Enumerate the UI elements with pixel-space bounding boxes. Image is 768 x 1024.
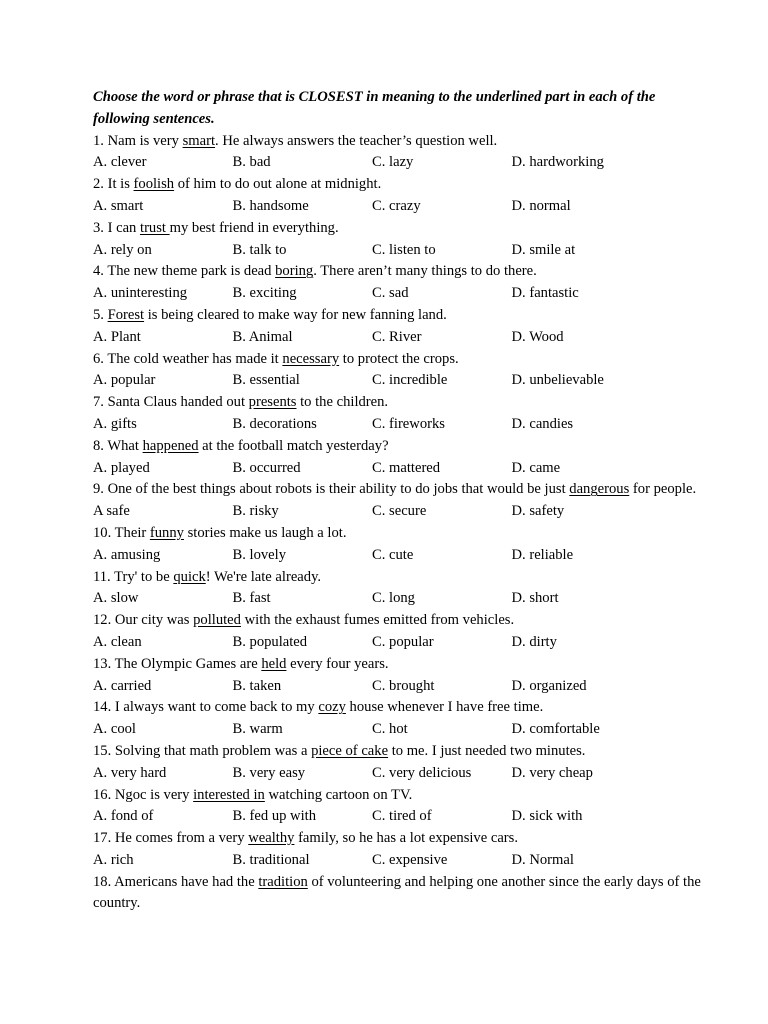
answer-option: C. brought xyxy=(372,677,435,694)
answer-option: B. talk to xyxy=(232,241,287,258)
answer-options xyxy=(93,196,713,218)
stem-text: watching cartoon on TV. xyxy=(264,786,413,803)
question-stem xyxy=(93,479,713,501)
answer-option: B. lovely xyxy=(232,546,287,563)
answer-option: D. Wood xyxy=(511,328,564,345)
answer-option: C. tired of xyxy=(372,808,432,825)
answer-option: B. handsome xyxy=(232,197,309,214)
answer-option: D. short xyxy=(511,590,559,607)
underlined-word: smart xyxy=(182,132,216,149)
answer-option: B. very easy xyxy=(232,764,306,781)
stem-text: with the exhaust fumes emitted from vehicles. xyxy=(240,612,515,629)
answer-option: A. clever xyxy=(93,154,147,171)
question-stem xyxy=(93,174,713,196)
question-stem xyxy=(93,305,713,327)
stem-text: to protect the crops. xyxy=(339,350,459,367)
answer-option: D. sick with xyxy=(511,808,583,825)
stem-text: 15. Solving that math problem was a xyxy=(93,742,312,759)
stem-text: ! We're late already. xyxy=(205,568,322,585)
stem-text: house whenever I have free time. xyxy=(345,699,544,716)
stem-text: at the football match yesterday? xyxy=(198,437,389,454)
answer-option: B. taken xyxy=(232,677,282,694)
answer-options xyxy=(93,283,713,305)
underlined-word: foolish xyxy=(133,176,175,193)
answer-option: C. hot xyxy=(372,721,408,738)
answer-option: A. played xyxy=(93,459,150,476)
stem-text: 4. The new theme park is dead xyxy=(93,263,276,280)
answer-options xyxy=(93,632,713,654)
answer-option: B. exciting xyxy=(232,285,297,302)
answer-option: D. normal xyxy=(511,197,571,214)
stem-text: 10. Their xyxy=(93,524,150,541)
stem-text: 9. One of the best things about robots is their ability to do jobs that would be just xyxy=(93,481,570,498)
question-stem xyxy=(93,392,713,414)
stem-text: 8. What xyxy=(93,437,143,454)
stem-text: of him to do out alone at midnight. xyxy=(174,176,382,193)
question-stem xyxy=(93,349,713,371)
answer-option: C. long xyxy=(372,590,415,607)
answer-option: A safe xyxy=(93,503,130,520)
stem-text: of volunteering and helping one another since the early days of the country. xyxy=(93,873,701,912)
underlined-word: trust xyxy=(140,219,170,236)
underlined-word: necessary xyxy=(282,350,340,367)
stem-text: 7. Santa Claus handed out xyxy=(93,394,249,411)
answer-option: A. gifts xyxy=(93,415,137,432)
answer-option: B. fast xyxy=(232,590,271,607)
answer-option: A. fond of xyxy=(93,808,154,825)
stem-text: 14. I always want to come back to my xyxy=(93,699,319,716)
answer-option: A. popular xyxy=(93,372,156,389)
answer-options xyxy=(93,240,713,262)
question-stem xyxy=(93,741,713,763)
question-stem xyxy=(93,828,713,850)
answer-option: C. mattered xyxy=(372,459,441,476)
answer-option: C. very delicious xyxy=(372,764,472,781)
underlined-word: piece of cake xyxy=(311,742,389,759)
stem-text: 18. Americans have had the xyxy=(93,873,259,890)
stem-text: 1. Nam is very xyxy=(93,132,183,149)
answer-option: C. listen to xyxy=(372,241,436,258)
question-stem xyxy=(93,654,713,676)
underlined-word: presents xyxy=(248,394,297,411)
answer-options xyxy=(93,152,713,174)
answer-option: C. sad xyxy=(372,285,409,302)
underlined-word: happened xyxy=(142,437,199,454)
answer-option: D. hardworking xyxy=(511,154,604,171)
answer-option: D. very cheap xyxy=(511,764,593,781)
question-stem xyxy=(93,218,713,240)
stem-text: to me. I just needed two minutes. xyxy=(388,742,586,759)
answer-option: B. Animal xyxy=(232,328,293,345)
answer-option: B. fed up with xyxy=(232,808,317,825)
answer-option: A. Plant xyxy=(93,328,141,345)
stem-text: stories make us laugh a lot. xyxy=(183,524,347,541)
answer-option: D. came xyxy=(511,459,561,476)
question-stem xyxy=(93,872,713,916)
question-list xyxy=(93,131,713,916)
answer-option: B. warm xyxy=(232,721,283,738)
answer-option: B. traditional xyxy=(232,851,310,868)
answer-options xyxy=(93,327,713,349)
answer-option: A. uninteresting xyxy=(93,285,188,302)
answer-options xyxy=(93,850,713,872)
answer-options xyxy=(93,414,713,436)
answer-option: A. cool xyxy=(93,721,136,738)
stem-text: 2. It is xyxy=(93,176,134,193)
answer-option: D. safety xyxy=(511,503,565,520)
stem-text: to the children. xyxy=(296,394,389,411)
answer-option: A. rely on xyxy=(93,241,152,258)
stem-text: 13. The Olympic Games are xyxy=(93,655,262,672)
answer-options xyxy=(93,763,713,785)
stem-text: for people. xyxy=(629,481,697,498)
answer-option: D. reliable xyxy=(511,546,574,563)
underlined-word: Forest xyxy=(107,306,145,323)
answer-options xyxy=(93,719,713,741)
answer-option: C. secure xyxy=(372,503,427,520)
underlined-word: held xyxy=(261,655,287,672)
stem-text: family, so he has a lot expensive cars. xyxy=(294,830,518,847)
answer-options xyxy=(93,806,713,828)
answer-option: B. occurred xyxy=(232,459,301,476)
underlined-word: funny xyxy=(149,524,184,541)
stem-text: 16. Ngoc is very xyxy=(93,786,194,803)
answer-options xyxy=(93,588,713,610)
answer-options xyxy=(93,458,713,480)
stem-text: 12. Our city was xyxy=(93,612,194,629)
answer-option: D. organized xyxy=(511,677,587,694)
stem-text: every four years. xyxy=(286,655,389,672)
stem-text: 6. The cold weather has made it xyxy=(93,350,283,367)
answer-option: B. risky xyxy=(232,503,279,520)
question-stem xyxy=(93,131,713,153)
underlined-word: quick xyxy=(173,568,206,585)
answer-option: A. smart xyxy=(93,197,144,214)
answer-option: D. Normal xyxy=(511,851,574,868)
answer-option: A. clean xyxy=(93,633,142,650)
answer-option: A. very hard xyxy=(93,764,167,781)
instruction: Choose the word or phrase that is CLOSEST in meaning to the underlined part in each of the following sentences. xyxy=(93,89,656,127)
answer-option: D. smile at xyxy=(511,241,576,258)
answer-option: C. River xyxy=(372,328,422,345)
answer-option: D. candies xyxy=(511,415,574,432)
stem-text: 3. I can xyxy=(93,219,141,236)
answer-option: C. cute xyxy=(372,546,414,563)
answer-option: C. fireworks xyxy=(372,415,445,432)
worksheet xyxy=(93,87,713,915)
answer-option: C. popular xyxy=(372,633,434,650)
question-stem xyxy=(93,610,713,632)
underlined-word: cozy xyxy=(318,699,346,716)
question-stem xyxy=(93,785,713,807)
stem-text: 17. He comes from a very xyxy=(93,830,249,847)
answer-option: B. decorations xyxy=(232,415,317,432)
stem-text: is being cleared to make way for new fanning land. xyxy=(144,306,447,323)
stem-text: . He always answers the teacher’s question well. xyxy=(215,132,498,149)
underlined-word: wealthy xyxy=(248,830,295,847)
answer-option: C. crazy xyxy=(372,197,421,214)
question-stem xyxy=(93,261,713,283)
question-stem xyxy=(93,567,713,589)
question-stem xyxy=(93,697,713,719)
question-stem xyxy=(93,523,713,545)
answer-option: C. lazy xyxy=(372,154,414,171)
answer-option: A. amusing xyxy=(93,546,161,563)
underlined-word: boring xyxy=(275,263,314,280)
answer-options xyxy=(93,545,713,567)
answer-option: B. bad xyxy=(232,154,271,171)
answer-options xyxy=(93,676,713,698)
answer-option: D. fantastic xyxy=(511,285,579,302)
answer-option: A. rich xyxy=(93,851,134,868)
stem-text: 11. Try' to be xyxy=(93,568,174,585)
stem-text: . There aren’t many things to do there. xyxy=(313,263,537,280)
stem-text: my best friend in everything. xyxy=(169,219,339,236)
answer-options xyxy=(93,501,713,523)
underlined-word: dangerous xyxy=(569,481,630,498)
answer-option: D. comfortable xyxy=(511,721,600,738)
answer-option: A. carried xyxy=(93,677,152,694)
answer-option: B. populated xyxy=(232,633,308,650)
answer-option: C. incredible xyxy=(372,372,448,389)
answer-option: A. slow xyxy=(93,590,139,607)
question-stem xyxy=(93,436,713,458)
stem-text: 5. xyxy=(93,306,108,323)
answer-option: D. dirty xyxy=(511,633,557,650)
underlined-word: polluted xyxy=(193,612,241,629)
answer-option: D. unbelievable xyxy=(511,372,604,389)
answer-option: B. essential xyxy=(232,372,300,389)
underlined-word: tradition xyxy=(258,873,308,890)
answer-option: C. expensive xyxy=(372,851,448,868)
underlined-word: interested in xyxy=(193,786,265,803)
answer-options xyxy=(93,370,713,392)
